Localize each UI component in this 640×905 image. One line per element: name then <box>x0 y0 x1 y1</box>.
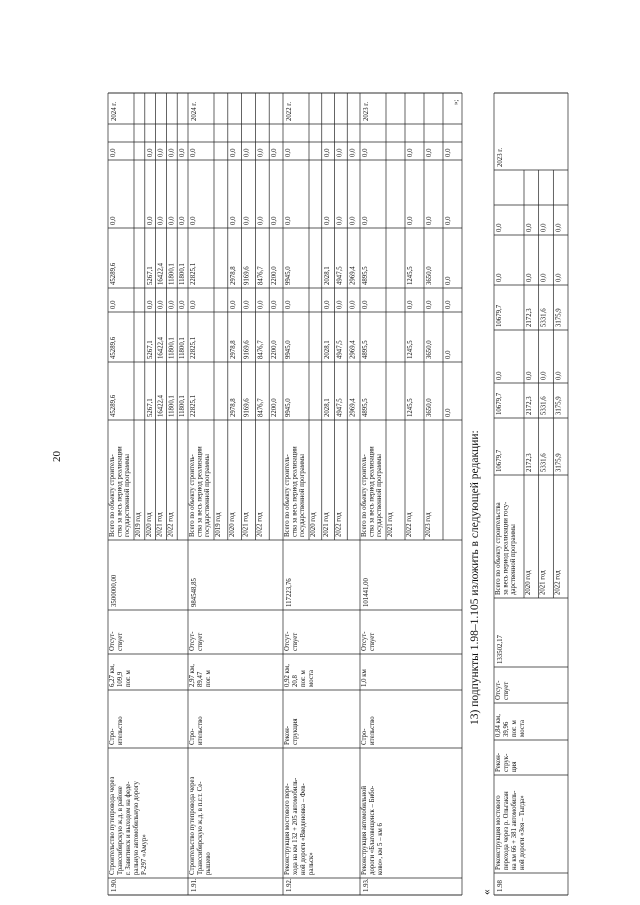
period-value: 0,0 <box>349 216 357 225</box>
object-name: дороги «Благовещенск – Бибо- <box>369 785 376 875</box>
period-label: 2021 год <box>156 512 164 537</box>
object-capacity: 89,47 <box>197 671 204 687</box>
period-value: 0,0 <box>323 148 331 157</box>
work-type: струкция <box>292 718 299 745</box>
period-label: 2022 год <box>335 512 343 537</box>
period-value: 45289,6 <box>110 394 117 417</box>
period-label: 2019 год <box>215 512 222 537</box>
work-type: ительство <box>197 716 204 745</box>
period-value: 5267,1 <box>146 266 154 285</box>
object-name: ральную автомобильную дорогу <box>133 781 140 875</box>
row-number: 1.98 <box>497 880 504 892</box>
period-label: дарственной программы <box>510 524 517 595</box>
period-value: 0,0 <box>496 371 503 380</box>
period-value: 0,0 <box>526 273 533 282</box>
design-status: Отсут- <box>284 631 291 651</box>
period-value: 0,0 <box>146 148 154 157</box>
period-value: 9169,6 <box>243 398 251 417</box>
period-value: 0,0 <box>168 148 176 157</box>
period-value: 2200,0 <box>271 340 279 359</box>
period-value: 0,0 <box>407 216 414 225</box>
period-value: 0,0 <box>157 148 165 157</box>
design-status: Отсут- <box>361 631 368 651</box>
period-label: Всего по объекту строитель- <box>109 454 116 537</box>
period-value: 0,0 <box>179 300 187 309</box>
period-value: 0,0 <box>540 371 548 380</box>
period-value: 2028,1 <box>323 340 331 359</box>
row-number: 1.91. <box>191 878 198 892</box>
period-value: 0,0 <box>336 148 344 157</box>
design-status: ствует <box>117 632 124 651</box>
period-value: 0,0 <box>229 148 237 157</box>
period-value: 0,0 <box>179 216 187 225</box>
period-value: 0,0 <box>243 148 251 157</box>
period-value: 10679,7 <box>496 449 503 472</box>
period-value: 22825,1 <box>190 394 197 417</box>
period-value: 5267,1 <box>146 398 154 417</box>
period-value: 0,0 <box>323 216 331 225</box>
period-value: 0,0 <box>336 300 344 309</box>
row-number: 1.93. <box>363 878 370 892</box>
period-value: 0,0 <box>110 216 117 225</box>
period-value: 0,0 <box>146 300 154 309</box>
table-2 <box>494 93 568 895</box>
object-name: на км 66 + 381 автомобиль- <box>511 790 518 870</box>
period-value: 0,0 <box>362 148 369 157</box>
period-value: 1245,5 <box>407 398 414 417</box>
period-value: 0,0 <box>190 148 197 157</box>
period-value: 2200,0 <box>271 266 279 285</box>
period-value: 0,0 <box>146 216 154 225</box>
period-value: 0,0 <box>496 273 503 282</box>
work-type: Стро- <box>361 728 368 745</box>
object-capacity: пог. м <box>300 670 307 687</box>
completion-year: 2023 г. <box>497 147 504 167</box>
period-label: 2020 год <box>228 512 236 537</box>
period-value: 2978,8 <box>229 398 237 417</box>
period-value: 2969,4 <box>349 266 357 285</box>
period-value: 0,0 <box>426 300 433 309</box>
object-name: ково», км 5 – км 6 <box>377 823 384 875</box>
period-value: 3650,0 <box>426 266 433 285</box>
period-value: 2172,3 <box>526 453 533 472</box>
period-value: 0,0 <box>157 216 165 225</box>
period-value: 9945,0 <box>285 398 292 417</box>
period-value: 5267,1 <box>146 340 154 359</box>
table-row <box>361 93 452 892</box>
period-value: 2969,4 <box>349 398 357 417</box>
design-status: ствует <box>369 632 376 651</box>
period-label: Всего по объекту строительства <box>495 502 502 595</box>
period-label: 2022 год <box>406 512 413 537</box>
object-capacity: пог. м <box>125 670 132 687</box>
period-value: 11800,1 <box>168 395 176 417</box>
period-value: 4895,5 <box>362 398 369 417</box>
period-label: государственной программы <box>124 454 131 537</box>
period-value: 0,0 <box>190 300 197 309</box>
period-value: 9169,6 <box>243 340 251 359</box>
period-value: 16422,4 <box>157 336 165 359</box>
period-value: 0,0 <box>285 216 292 225</box>
object-name: рышево <box>205 852 212 875</box>
period-value: 3650,0 <box>426 398 433 417</box>
work-type: Рекон- <box>495 753 502 772</box>
period-value: 0,0 <box>336 216 344 225</box>
period-value: 0,0 <box>555 273 563 282</box>
period-label: ства за весь период реализации <box>196 446 204 537</box>
object-capacity: 39,96 <box>503 721 510 737</box>
period-label: 2020 год <box>145 512 153 537</box>
period-value: 10679,7 <box>496 304 503 327</box>
period-value: 0,0 <box>496 223 503 232</box>
period-value: 0,0 <box>168 300 176 309</box>
period-value: 11800,1 <box>168 337 176 359</box>
table-row <box>109 93 186 892</box>
period-label: государственной программы <box>299 454 306 537</box>
period-label: государственной программы <box>376 454 383 537</box>
design-status: ствует <box>292 632 299 651</box>
period-value: 4947,5 <box>336 340 344 359</box>
period-value: 0,0 <box>271 300 279 309</box>
period-value: 4947,5 <box>336 398 344 417</box>
design-status: ствует <box>197 632 204 651</box>
period-value: 10679,7 <box>496 392 503 415</box>
period-value: 0,0 <box>540 223 548 232</box>
object-name: хода на км 132 + 205 автомобиль- <box>292 777 299 875</box>
period-value: 0,0 <box>179 148 187 157</box>
period-value: 0,0 <box>168 216 176 225</box>
object-name: Р-297 «Амур» <box>141 834 148 875</box>
object-capacity: моста <box>519 720 526 737</box>
work-type: ительство <box>369 716 376 745</box>
period-value: 2172,3 <box>526 396 533 415</box>
period-value: 0,0 <box>229 300 237 309</box>
object-name: перехода через р. Ольгакан <box>503 791 510 870</box>
table-row <box>284 93 356 892</box>
period-label: ства за весь период реализации <box>291 446 299 537</box>
period-value: 16422,4 <box>157 394 165 417</box>
object-capacity: 1,0 км <box>361 669 368 687</box>
period-value: 45289,6 <box>110 262 117 285</box>
estimated-cost: 133502,17 <box>497 635 504 664</box>
period-value: 0,0 <box>407 148 414 157</box>
period-value: 9945,0 <box>285 340 292 359</box>
period-value: 0,0 <box>257 300 265 309</box>
completion-year: 2023 г. <box>363 101 370 121</box>
period-value: 0,0 <box>243 216 251 225</box>
period-value: 4895,5 <box>362 340 369 359</box>
estimated-cost: 3500000,00 <box>111 574 118 607</box>
period-label: 2021 год <box>242 512 250 537</box>
period-label: за весь период реализации госу- <box>502 501 510 595</box>
period-value: 8476,7 <box>257 398 265 417</box>
period-value: 0,0 <box>157 300 165 309</box>
design-status: ствует <box>503 681 510 700</box>
period-value: 3175,9 <box>555 453 563 472</box>
object-capacity: 0,92 км, <box>284 664 291 687</box>
period-value: 2028,1 <box>323 266 331 285</box>
period-value: 0,0 <box>323 300 331 309</box>
object-name: ральск» <box>308 852 315 875</box>
period-value: 0,0 <box>110 300 117 309</box>
period-label: 2022 год <box>167 512 175 537</box>
period-label: 2019 год <box>135 512 142 537</box>
period-value: 22825,1 <box>190 336 197 359</box>
period-value: 2978,8 <box>229 266 237 285</box>
table-row <box>189 93 278 892</box>
period-value: 1245,5 <box>407 266 414 285</box>
period-value: 4895,5 <box>362 266 369 285</box>
period-label: 2022 год <box>256 512 264 537</box>
period-label: 2021 год <box>387 512 394 537</box>
period-value: 8476,7 <box>257 266 265 285</box>
period-value: 0,0 <box>362 300 369 309</box>
period-value: 8476,7 <box>257 340 265 359</box>
period-value: 4947,5 <box>336 266 344 285</box>
period-value: 0,0 <box>426 216 433 225</box>
period-value: 11800,1 <box>168 263 176 285</box>
period-label: государственной программы <box>204 454 211 537</box>
period-value: 0,0 <box>526 223 533 232</box>
period-value: 2172,3 <box>526 308 533 327</box>
period-value: 9945,0 <box>285 266 292 285</box>
period-value: 3175,9 <box>555 308 563 327</box>
period-value: 0,0 <box>271 148 279 157</box>
design-status: Отсут- <box>189 631 196 651</box>
object-capacity: 109,9 <box>117 671 124 687</box>
work-type: Стро- <box>109 728 116 745</box>
period-value: 0,0 <box>229 216 237 225</box>
object-capacity: 0,84 км, <box>495 714 502 737</box>
period-label: ства за весь период реализации <box>368 446 376 537</box>
period-value: 0,0 <box>526 371 533 380</box>
period-value: 0,0 <box>445 408 452 417</box>
period-value: 45289,6 <box>110 336 117 359</box>
work-type: ительство <box>117 716 124 745</box>
period-value: 5331,6 <box>540 396 548 415</box>
object-name: г. Завитинск и выходом на феде- <box>125 781 132 875</box>
period-value: 0,0 <box>540 273 548 282</box>
object-capacity: 2,97 км, <box>189 664 196 687</box>
completion-year: 2024 г. <box>111 101 118 121</box>
period-value: 22825,1 <box>190 262 197 285</box>
period-value: 0,0 <box>445 216 452 225</box>
period-value: 0,0 <box>257 148 265 157</box>
period-value: 3175,9 <box>555 396 563 415</box>
work-type: Стро- <box>189 728 196 745</box>
object-name: Транссибирскую ж.д. в п.г.т. Се- <box>197 781 204 875</box>
period-value: 0,0 <box>445 276 452 285</box>
design-status: Отсут- <box>495 680 502 700</box>
period-label: 2020 год <box>310 512 317 537</box>
period-value: 0,0 <box>426 148 433 157</box>
completion-year: 2024 г. <box>191 101 198 121</box>
period-value: 3650,0 <box>426 340 433 359</box>
row-number: 1.90. <box>111 878 118 892</box>
design-status: Отсут- <box>109 631 116 651</box>
period-label: Всего по объекту строитель- <box>284 454 291 537</box>
row-number: 1.92. <box>286 878 293 892</box>
completion-year: 2022 г. <box>286 101 293 121</box>
period-value: 0,0 <box>362 216 369 225</box>
period-value: 0,0 <box>445 148 452 157</box>
work-type: ция <box>511 761 518 772</box>
work-type: Рекон- <box>284 726 291 745</box>
estimated-cost: 101441,00 <box>363 578 370 607</box>
period-value: 0,0 <box>555 371 563 380</box>
period-value: 1245,5 <box>407 340 414 359</box>
period-value: 0,0 <box>257 216 265 225</box>
period-value: 0,0 <box>445 300 452 309</box>
period-value: 5331,6 <box>540 453 548 472</box>
object-name: Строительство путепровода через <box>189 776 196 875</box>
period-value: 0,0 <box>110 148 117 157</box>
period-value: 9169,6 <box>243 266 251 285</box>
period-label: 2021 год <box>539 570 547 595</box>
table-1 <box>108 93 462 895</box>
page-number: 20 <box>51 451 63 462</box>
period-value: 0,0 <box>243 300 251 309</box>
period-value: 0,0 <box>285 148 292 157</box>
period-value: 11800,1 <box>179 263 187 285</box>
estimated-cost: 117223,76 <box>286 578 293 607</box>
period-value: 0,0 <box>285 300 292 309</box>
period-label: Всего по объекту строитель- <box>189 454 196 537</box>
closing-quote: »; <box>453 99 460 105</box>
object-name: Строительство путепровода через <box>109 776 116 875</box>
period-value: 2978,8 <box>229 340 237 359</box>
period-value: 0,0 <box>190 216 197 225</box>
period-value: 0,0 <box>555 223 563 232</box>
object-name: ной дороги «Зея – Тыгда» <box>519 795 526 870</box>
period-value: 11800,1 <box>179 337 187 359</box>
period-label: Всего по объекту строитель- <box>361 454 368 537</box>
period-label: ства за весь период реализации <box>116 446 124 537</box>
object-name: Транссибирскую ж.д. в районе <box>117 786 124 875</box>
period-value: 11800,1 <box>179 395 187 417</box>
period-value: 0,0 <box>349 148 357 157</box>
object-capacity: пог. м <box>511 720 518 737</box>
period-value: 2969,4 <box>349 340 357 359</box>
object-name: ной дороги «Введеновка – Фев- <box>300 783 307 875</box>
period-value: 0,0 <box>271 216 279 225</box>
period-label: 2022 год <box>554 570 562 595</box>
period-label: 2023 год <box>425 512 432 537</box>
period-label: 2021 год <box>322 512 330 537</box>
period-value: 0,0 <box>349 300 357 309</box>
object-name: Реконструкция автомобильной <box>361 785 368 875</box>
period-value: 2028,1 <box>323 398 331 417</box>
work-type: струк- <box>503 753 510 772</box>
estimated-cost: 984548,85 <box>191 578 198 607</box>
period-label: 2020 год <box>525 570 532 595</box>
object-name: Реконструкция мостового <box>495 795 502 870</box>
period-value: 0,0 <box>445 350 452 359</box>
period-value: 2200,0 <box>271 398 279 417</box>
opening-quote: « <box>481 889 493 895</box>
object-capacity: 6,27 км, <box>109 664 116 687</box>
object-capacity: пог. м <box>205 670 212 687</box>
period-value: 5331,6 <box>540 308 548 327</box>
period-value: 16422,4 <box>157 262 165 285</box>
period-value: 0,0 <box>407 300 414 309</box>
object-capacity: моста <box>308 670 315 687</box>
section-heading: 13) подпункты 1.98–1.105 изложить в следующей редакции: <box>469 430 481 725</box>
object-capacity: 20,8 <box>292 675 299 687</box>
object-name: Реконструкция мостового пере- <box>284 783 291 875</box>
